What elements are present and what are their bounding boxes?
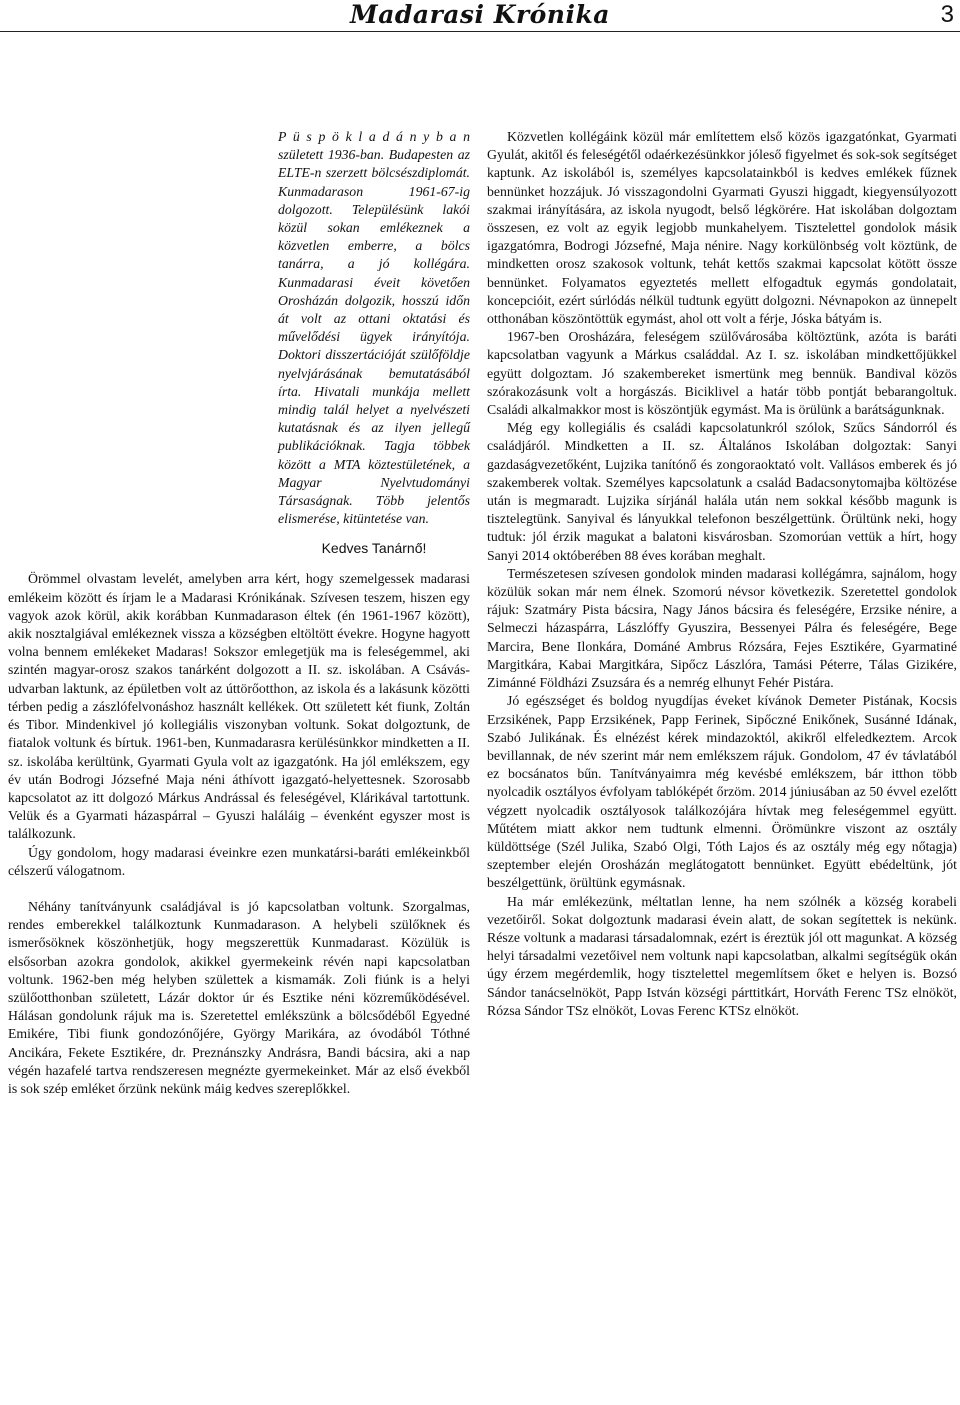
running-header (0, 0, 960, 34)
letter-paragraph-2: Úgy gondolom, hogy madarasi éveinkre ezen munkatársi-baráti emlékeinkből célszerű válogatnom. (8, 844, 470, 878)
right-paragraph-1: Közvetlen kollégáink közül már említettem első közös igazgatónkat, Gyarmati Gyulát, akitől és feleségétől odaérkezésünkkor jóleső figyelmet és sok-sok segítséget kaptunk. Az iskolából is, személyes kapcsolatainkból is kedves emlékek fűznek bennünket hozzájuk. Jó visszagondolni Gyarmati Gyuszi higgadt, kiegyensúlyozott szakmai irányítására, az iskola nyugodt, belső légkörére. Hat iskolában dolgoztam összesen, ez volt az egyik legjobb munkahelyem. Tisztelettel gondolok másik igazgatómra, Bodrogi Józsefné, Maja nénire. Nagy korkülönbség volt köztünk, de mindketten orosz szakosok voltunk, tehát kettős szakmai kapcsolat kötött össze bennünket. Folyamatos egyeztetés mellett elfogadtuk egymás gondolatait, koncepcióit, ezért súrlódás nélkül tudtunk együtt dolgozni. Névnapokon az ünnepelt otthonában köszöntöttük egymást, ahol ott volt a férje, Jóska bátyám is. (487, 129, 957, 327)
page-number: 3 (940, 1, 954, 28)
letter-paragraph-3: Néhány tanítványunk családjával is jó kapcsolatban voltunk. Szorgalmas, rendes emberekkel találkoztunk Kunmadarason. A helybeli szülőknek és ismerősöknek köszönhetjük, hogy megszerettük Kunmadarast. Közülük is elsősorban azokra gondolok, akikkel gyermekeink révén napi kapcsolatban voltunk. 1962-ben még helyben születtek a kismamák. Zoli fiúnk is a helyi szülőotthonban született, Lázár doktor úr és Esztike néni közreműködésével. Hálásan gondolunk rájuk ma is. Szeretettel emlékszünk a bölcsődéből Egyedné Emikére, Tibi fiunk gondozónőjére, György Marikára, az óvodából Tóthné Ancikára, Fekete Esztikére, dr. Preznánszky Andrásra, Bandi bácsira, aki a nap végén hazafelé tartva rendszeresen megnézte gyermekeinket. Már az első évekből is sok szép emléket őrzünk nekünk máig kedves szereplőkkel. (8, 898, 470, 1096)
author-bio: P ü s p ö k l a d á n y b a n született 1936-ban. Budapesten az ELTE-n szerzett bölcsészdiplomát. Kunmadarason 1961-67-ig dolgozott. Településünk lakói közül sokan emlékeznek a közvetlen emberre, a bölcs tanárra, a jó kollégára. Kunmadarasi éveit követően Orosházán dolgozik, hosszú időn át volt az ottani oktatási és művelődési ügyek irányítója. Doktori disszertációját szülőföldje nyelvjárásának bemutatásából írta. Hivatali munkája mellett mindig talál helyet a nyelvészeti kutatásnak és az ilyen jellegű publikációknak. Tagja többek között a MTA köztestületének, a Magyar Nyelvtudományi Társaságnak. Több jelentős elismerése, kitüntetése van. (278, 129, 470, 527)
right-paragraph-4: Természetesen szívesen gondolok minden madarasi kollégámra, sajnálom, hogy közülük sokan már nem élnek. Szomorú névsor következik. Szeretettel gondolok rájuk: Szatmáry Pista bácsira, Nagy János bácsira és feleségére, Erzsike nénire, a Selmeczi házaspárra, Lászlóffy Gyuszira, Bessenyei Pálra és feleségére, Bege Marcira, Bene Ilonkára, Dománé Ambrus Rózsára, Fejes Esztikére, Gyarmatiné Margitkára, Kabai Margitkára, Sipőcz Lászlóra, Tamási Péterre, Tálas Gizikére, Zimánné Földházi Zsuzsára és a nemrég elhunyt Fehér Pistára. (487, 565, 957, 691)
publication-title: Madarasi Krónika (350, 0, 610, 29)
right-paragraph-3: Még egy kollegiális és családi kapcsolatunkról szólok, Szűcs Sándorról és családjáról. Mindketten a II. sz. Általános Iskolában dolgoztak: Sanyi gazdaságvezetőként, Lujzika tanítónő és zongoraoktató volt. Vallásos emberek és jó szakemberek voltak. Személyes kapcsolatunk a család Badacsonytomajba költözése után is megmaradt. Lujzika sírjánál halála után nem sokkal később magunk is tisztelegtünk. Sanyival és lányukkal telefonon beszélgettünk. Örültünk neki, hogy tudtuk: jól érzik magukat a balatoni kisvárosban. Szomorúan vettük a hírt, hogy Sanyi 2014 októberében 88 éves korában meghalt. (487, 420, 957, 563)
header-rule (0, 31, 960, 32)
letter-salutation: Kedves Tanárnő! (321, 540, 427, 557)
right-paragraph-5: Jó egészséget és boldog nyugdíjas éveket kívánok Demeter Pistának, Kocsis Erzsikének, Papp Erzsikének, Papp Ferinek, Sipőczné Enikőnek, Susánné Idának, Szabó Julikának. És elnézést kérek mindazoktól, akikről elfeledkeztem. Arcok bevillannak, de név szerint már nem emlékszem rájuk. Gondolom, 47 év távlatából ez bocsánatos bűn. Tanítványaimra még kevésbé emlékszem, bár itthon több nyolcadik osztályos évfolyam tablóképét őrzöm. 2014 júniusában az 50 évvel ezelőtt végzett nyolcadik osztályosok találkozójára hívtak meg feleségemmel együtt. Műtétem miatt akkor nem tudtunk elmenni. Örömünkre viszont az osztály küldöttsége (Szél Julika, Szabó Olgi, Tóth Lajos és az osztály még egy nőtagja) szeptember elején Orosházán meglátogatott bennünket. Együtt ebédeltünk, jót beszélgettünk, örültünk egymásnak. (487, 693, 957, 891)
letter-paragraph-1: Örömmel olvastam levelét, amelyben arra kért, hogy szemelgessek madarasi emlékeim között és írjam le a Madarasi Krónikának. Szívesen teszem, hiszen egy vagyok azok körül, akik korábban Kunmadarason éltek (én 1961-1967 között), akik nosztalgiával emlékeznek vissza a községben eltöltött évekre. Hogyne hagyott volna bennem emlékeket Madaras! Sokszor emlegetjük ma is feleségemmel, aki szintén magyar-orosz szakos tanárként dolgozott a II. sz. iskolában. A Csávás-udvarban laktunk, az épületben volt az úttörőotthon, az iskola és a lakásunk közötti térben pedig a zászlófelvonáshoz használt kellékek. Ott született két fiunk, Zoltán és Tibor. Mindenkivel jó kollegiális viszonyban voltunk. Sokat dolgoztunk, de fiatalok voltunk és bírtuk. 1961-ben, Kunmadarasra kerülésünkkor mindketten a II. sz. iskolába kerültünk, Gyarmati Gyula volt az igazgatónk. Ha jól emlékszem, egy év után Bodrogi Józsefné Maja néni áthívott igazgató-helyettesnek. Szorosabb kapcsolatot az itt dolgozó Márkus Andrással és feleségével, Klárikával tartottunk. Velük és a Gyarmati házaspárral – Gyuszi haláláig – évenként egyszer most is találkozunk. (8, 571, 470, 842)
paragraph-gap (8, 880, 470, 898)
right-paragraph-2: 1967-ben Orosházára, feleségem szülővárosába költöztünk, azóta is baráti kapcsolatban vagyunk a Márkus családdal. Az I. sz. iskolában mindkettőjükkel együtt dolgoztam. Jó szakembereket ismertünk meg bennük. Bandival közös szórakozásunk volt a horgászás. Biciklivel a határ több pontját bebarangoltuk. Családi alkalmakkor most is köszöntjük egymást. Ma is örülünk a barátságunknak. (487, 329, 957, 418)
portrait-photo-placeholder (8, 128, 278, 555)
left-column (8, 128, 470, 1098)
right-paragraph-6: Ha már emlékezünk, méltatlan lenne, ha nem szólnék a község korabeli vezetőiről. Sokat dolgoztunk madarasi évein alatt, de sokan segítettek is nekünk. Része voltunk a madarasi társadalomnak, ezért is éreztük jól ott magunkat. A község helyi társadalmi vezetőivel nem voltunk napi kapcsolatban, alkalmi segítségük okán úgy érzem megérdemlik, hogy tisztelettel megemlítsem őket e helyen is. Bozsó Sándor tanácselnököt, Papp István községi párttitkárt, Horváth Ferenc TSz elnököt, Rózsa Sándor TSz elnököt, Lovas Ferenc KTSz elnököt. (487, 893, 957, 1018)
right-column (487, 128, 957, 1020)
